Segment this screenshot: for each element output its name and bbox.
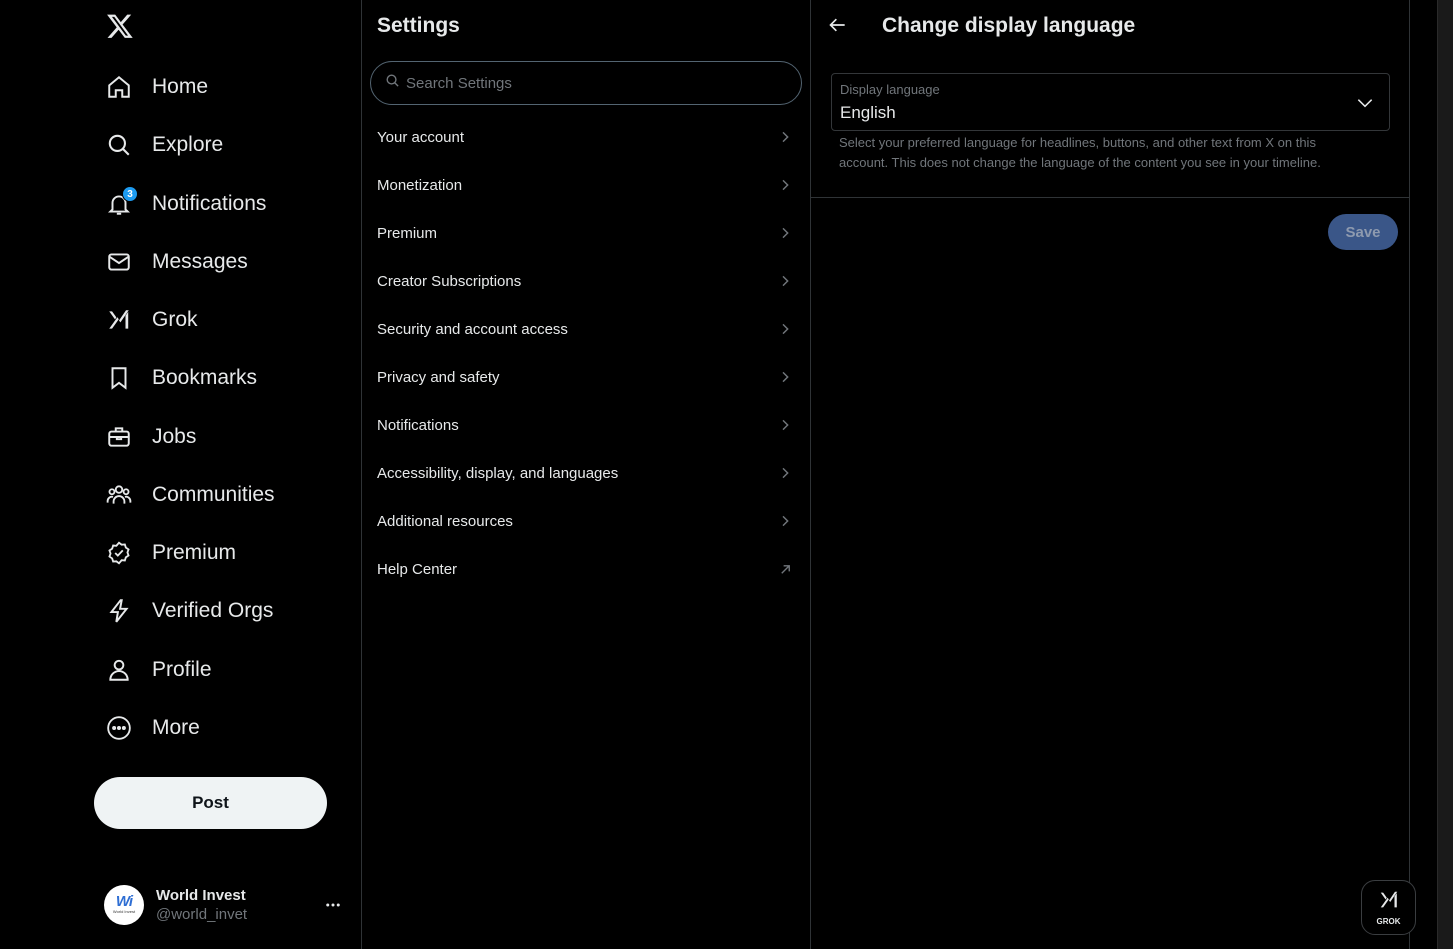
nav-label: Communities bbox=[152, 483, 275, 506]
settings-column bbox=[362, 0, 810, 949]
settings-item-label: Additional resources bbox=[377, 512, 513, 530]
settings-item-creator-subscriptions[interactable] bbox=[362, 257, 810, 305]
nav-label: Jobs bbox=[152, 425, 197, 448]
nav-label: Profile bbox=[152, 658, 212, 681]
nav-explore[interactable] bbox=[104, 120, 223, 170]
nav-label: Home bbox=[152, 75, 209, 98]
save-button[interactable]: Save bbox=[1328, 214, 1398, 250]
settings-item-additional-resources[interactable] bbox=[362, 497, 810, 545]
settings-item-label: Premium bbox=[377, 224, 438, 242]
page-title: Change display language bbox=[882, 14, 1136, 37]
settings-item-premium[interactable] bbox=[362, 209, 810, 257]
notification-badge: 3 bbox=[122, 186, 138, 202]
settings-item-help-center[interactable] bbox=[362, 545, 810, 593]
nav-label: Explore bbox=[152, 133, 224, 156]
nav-bookmarks[interactable] bbox=[104, 353, 257, 403]
verified-badge-icon bbox=[104, 538, 134, 568]
envelope-icon bbox=[104, 247, 134, 277]
avatar-sub: World Invest bbox=[112, 909, 136, 914]
account-handle: @world_invet bbox=[156, 906, 248, 923]
grok-floating-button[interactable] bbox=[1361, 880, 1416, 935]
nav-label: Messages bbox=[152, 250, 248, 273]
nav-label: More bbox=[152, 716, 200, 739]
settings-item-label: Your account bbox=[377, 128, 465, 146]
nav-jobs[interactable] bbox=[104, 412, 196, 462]
search-input[interactable] bbox=[406, 75, 786, 92]
settings-item-security[interactable] bbox=[362, 305, 810, 353]
chevron-right-icon bbox=[776, 272, 794, 290]
chevron-right-icon bbox=[776, 368, 794, 386]
avatar-mark: Wi bbox=[115, 893, 133, 910]
nav-profile[interactable] bbox=[104, 645, 212, 695]
display-language-select[interactable] bbox=[831, 73, 1390, 131]
section-divider bbox=[811, 197, 1409, 198]
chevron-right-icon bbox=[776, 224, 794, 242]
settings-title: Settings bbox=[377, 14, 460, 37]
nav-label: Notifications bbox=[152, 192, 267, 215]
nav-grok[interactable] bbox=[104, 295, 198, 345]
left-navigation bbox=[0, 0, 361, 949]
briefcase-icon bbox=[104, 422, 134, 452]
lightning-icon bbox=[104, 596, 134, 626]
back-button[interactable] bbox=[825, 14, 851, 40]
nav-verified-orgs[interactable] bbox=[104, 586, 273, 636]
settings-item-label: Security and account access bbox=[377, 320, 568, 338]
settings-item-label: Monetization bbox=[377, 176, 463, 194]
nav-more[interactable] bbox=[104, 703, 200, 753]
search-icon bbox=[104, 130, 134, 160]
bookmark-icon bbox=[104, 363, 134, 393]
settings-item-notifications[interactable] bbox=[362, 401, 810, 449]
arrow-left-icon bbox=[828, 15, 848, 40]
home-icon bbox=[104, 72, 134, 102]
settings-item-label: Privacy and safety bbox=[377, 368, 500, 386]
nav-notifications[interactable] bbox=[104, 179, 266, 229]
chevron-right-icon bbox=[776, 464, 794, 482]
nav-label: Grok bbox=[152, 308, 198, 331]
x-logo-icon[interactable] bbox=[104, 10, 136, 42]
scrollbar[interactable] bbox=[1437, 0, 1453, 949]
grok-icon bbox=[1378, 889, 1400, 916]
nav-premium[interactable] bbox=[104, 528, 236, 578]
external-link-icon bbox=[776, 560, 794, 578]
nav-label: Bookmarks bbox=[152, 366, 258, 389]
settings-item-label: Creator Subscriptions bbox=[377, 272, 522, 290]
chevron-down-icon bbox=[1355, 93, 1375, 113]
people-icon bbox=[104, 480, 134, 510]
detail-column bbox=[811, 0, 1409, 949]
nav-home[interactable] bbox=[104, 62, 208, 112]
settings-item-label: Help Center bbox=[377, 560, 458, 578]
grok-label: GROK bbox=[1376, 917, 1401, 926]
settings-search[interactable] bbox=[370, 61, 802, 105]
chevron-right-icon bbox=[776, 512, 794, 530]
column-divider bbox=[1409, 0, 1410, 949]
ellipsis-icon[interactable] bbox=[322, 894, 344, 916]
select-value: English bbox=[840, 103, 896, 122]
settings-item-your-account[interactable] bbox=[362, 113, 810, 161]
settings-item-accessibility[interactable] bbox=[362, 449, 810, 497]
settings-item-privacy[interactable] bbox=[362, 353, 810, 401]
nav-label: Verified Orgs bbox=[152, 599, 274, 622]
chevron-right-icon bbox=[776, 416, 794, 434]
help-text: Select your preferred language for headlines, buttons, and other text from X on this account. This does not change the language of the content you see in your timeline. bbox=[839, 135, 1321, 170]
bell-icon bbox=[104, 189, 134, 219]
settings-item-label: Notifications bbox=[377, 416, 459, 434]
grok-icon bbox=[104, 305, 134, 335]
avatar bbox=[104, 885, 144, 925]
account-name: World Invest bbox=[156, 887, 246, 904]
nav-communities[interactable] bbox=[104, 470, 275, 520]
more-circle-icon bbox=[104, 713, 134, 743]
person-icon bbox=[104, 655, 134, 685]
nav-label: Premium bbox=[152, 541, 237, 564]
chevron-right-icon bbox=[776, 176, 794, 194]
settings-item-monetization[interactable] bbox=[362, 161, 810, 209]
chevron-right-icon bbox=[776, 128, 794, 146]
account-switcher[interactable] bbox=[104, 882, 344, 928]
settings-item-label: Accessibility, display, and languages bbox=[377, 464, 619, 482]
search-icon bbox=[385, 73, 400, 93]
select-label: Display language bbox=[840, 82, 940, 97]
chevron-right-icon bbox=[776, 320, 794, 338]
post-button[interactable]: Post bbox=[94, 777, 327, 829]
account-text bbox=[156, 887, 247, 923]
nav-messages[interactable] bbox=[104, 237, 248, 287]
